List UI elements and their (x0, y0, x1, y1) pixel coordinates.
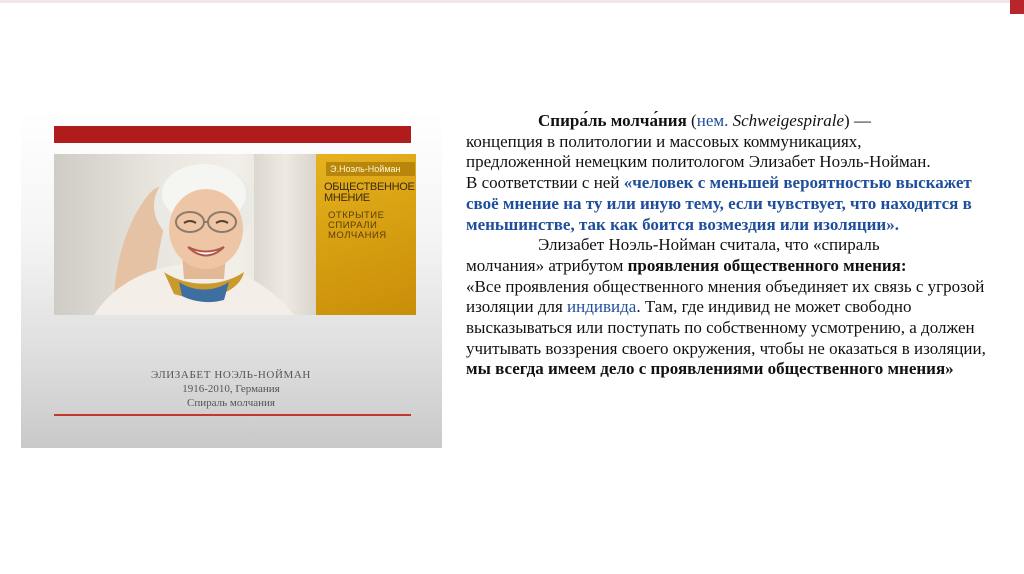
paragraph-definition (466, 111, 996, 235)
image-card (21, 112, 442, 448)
red-header-bar (54, 126, 411, 143)
caption-years: 1916-2010, Германия (182, 383, 280, 395)
book-title-line2: МНЕНИЕ (324, 192, 370, 204)
german-term: Schweigespirale (728, 111, 845, 130)
definition-highlight: «человек с меньшей вероятностью выскажет своё мнение на ту или иную тему, если чувствует, что находится в меньшинстве, так как боится возмездия или изоляции». (466, 173, 972, 234)
lang-abbrev: нем. (696, 111, 729, 130)
quote-part2: . Там, где индивид не может свободно высказываться или поступать по собственному усмотрению, а должен учитывать воззрения своего окружения, чтобы не оказаться в изоляции, (466, 297, 986, 358)
close-paren: ) — (844, 111, 871, 130)
paragraph-explanation (466, 235, 996, 380)
caption-rule (54, 414, 411, 416)
book-subtitle-line2: СПИРАЛИ (328, 220, 378, 231)
individual-term: индивида (567, 297, 637, 317)
explanation-lead: молчания» атрибутом (466, 255, 628, 275)
portrait-photo (54, 154, 316, 315)
portrait-illustration (54, 154, 316, 315)
photo-caption (81, 368, 381, 410)
main-text (466, 111, 996, 380)
book-title-line1: ОБЩЕСТВЕННОЕ (324, 181, 415, 193)
definition-line2: концепция в политологии и массовых коммуникациях, (466, 131, 862, 151)
book-subtitle-line1: ОТКРЫТИЕ (328, 210, 385, 221)
caption-topic: Спираль молчания (187, 397, 275, 409)
portrait-with-book (54, 154, 416, 315)
corner-mark (1010, 0, 1024, 14)
top-rule (0, 0, 1024, 3)
explanation-bold: проявления общественного мнения: (627, 255, 907, 275)
quote-conclusion: мы всегда имеем дело с проявлениями общественного мнения» (466, 359, 954, 379)
quote-part1: «Все проявления общественного мнения объединяет их связь с угрозой изоляции для (466, 276, 985, 317)
book-subtitle-line3: МОЛЧАНИЯ (328, 230, 387, 241)
definition-lead: В соответствии с ней (466, 173, 624, 193)
book-title (324, 182, 416, 204)
caption-name: ЭЛИЗАБЕТ НОЭЛЬ-НОЙМАН (151, 369, 311, 381)
book-subtitle (328, 211, 414, 241)
open-paren: ( (686, 111, 697, 130)
book-cover (316, 154, 416, 315)
explanation-line1: Элизабет Ноэль-Нойман считала, что «спираль (538, 235, 880, 255)
term: Спира́ль молча́ния (538, 111, 687, 130)
definition-line3: предложенной немецким политологом Элизабет Ноэль-Нойман. (466, 152, 931, 172)
book-author: Э.Ноэль-Нойман (326, 162, 415, 176)
